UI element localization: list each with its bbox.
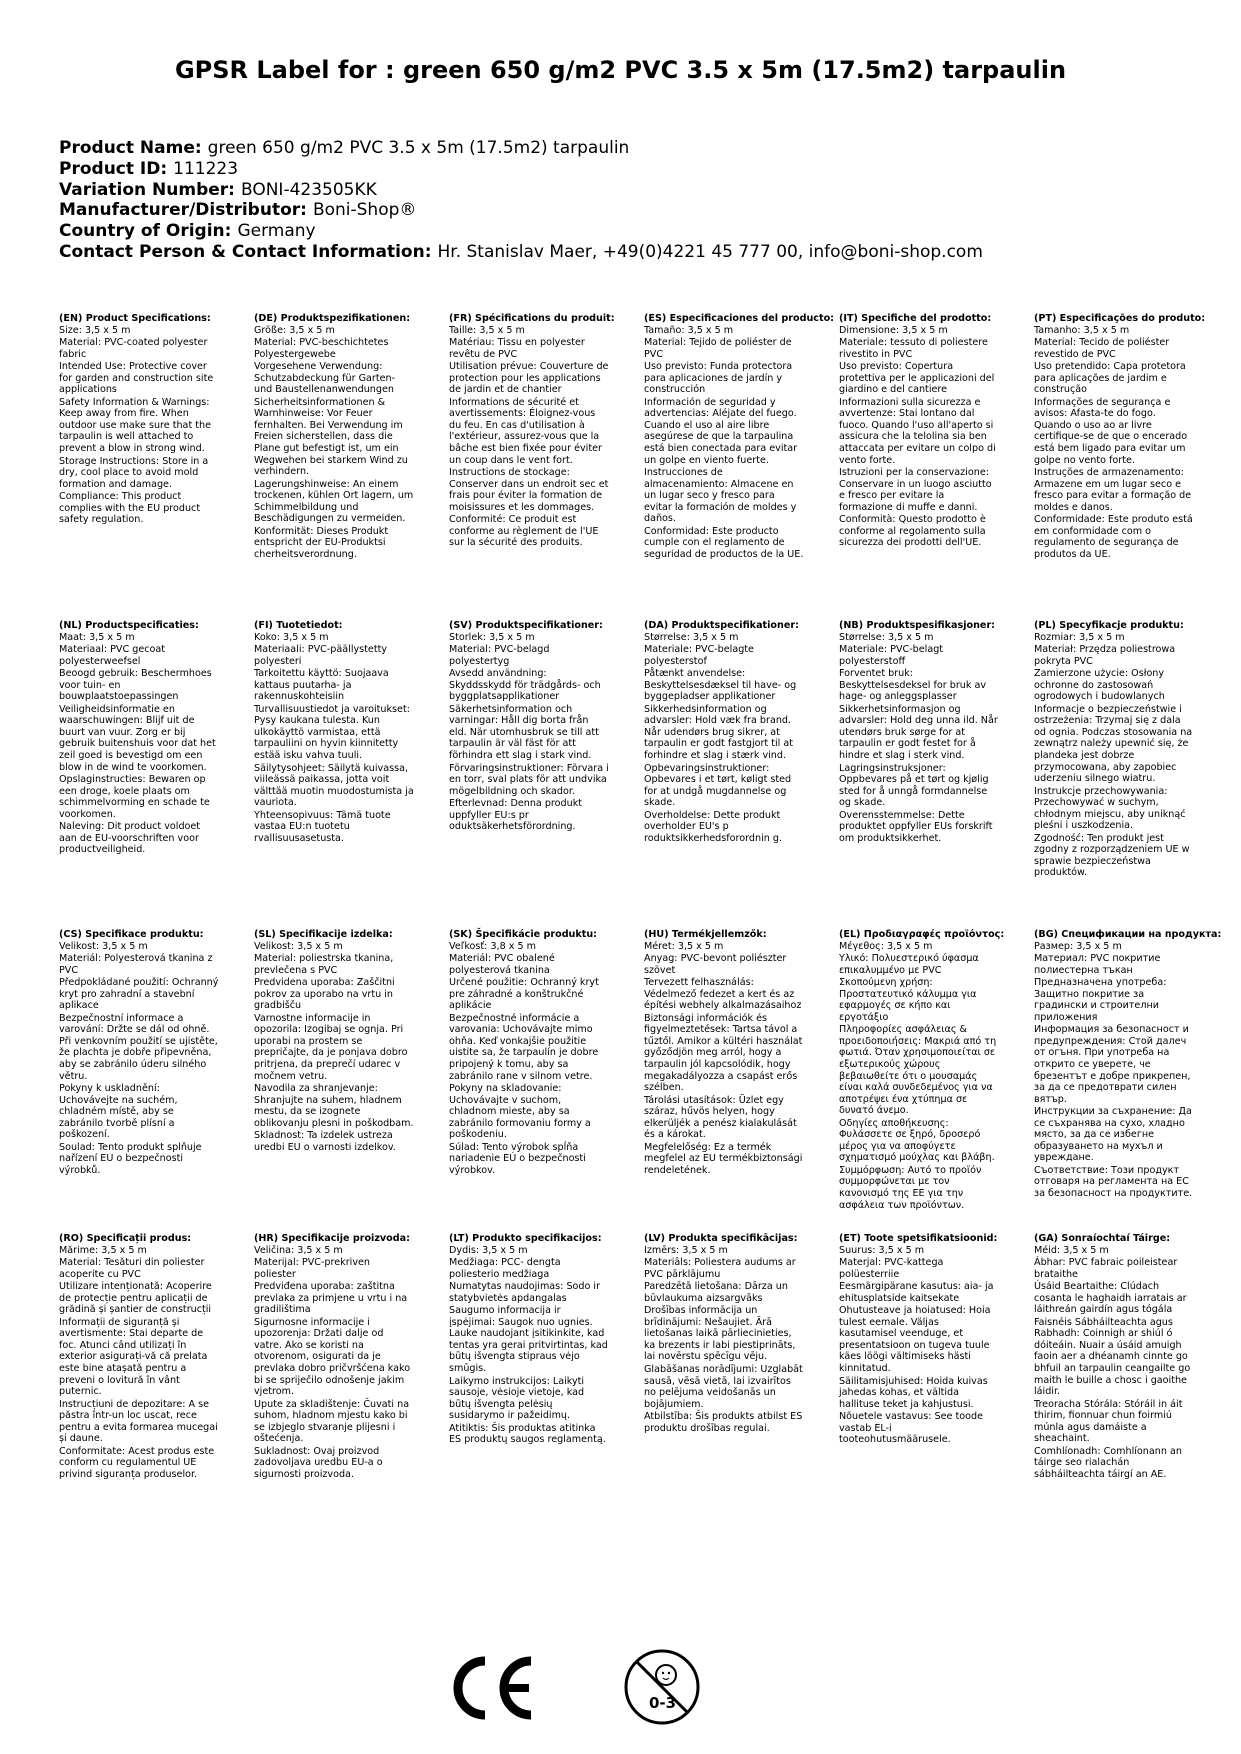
product-info [59, 138, 1199, 263]
spec-line: Säilytysohjeet: Säilytä kuivassa, viileässä paikassa, jotta voit välttää muotin muodostumista ja vauriota. [254, 762, 414, 809]
spec-line: Velikost: 3,5 x 5 m [254, 940, 343, 952]
spec-line: Pokyny k uskladnění: Uchovávejte na suchém, chladném místě, aby se zabránilo tvorbě plísní a poškození. [59, 1083, 178, 1141]
spec-line: Instrukcje przechowywania: Przechowywać w suchym, chłodnym miejscu, aby uniknąć pleśni i uszkodzenia. [1034, 785, 1186, 832]
spec-heading: (DA) Produktspecifikationer: [644, 620, 799, 631]
spec-line: Materiál: PVC obalené polyesterová tkanina [449, 953, 555, 976]
spec-heading: (PT) Especificações do produto: [1034, 313, 1206, 324]
spec-line: Bezpečnostní informace a varování: Držte se dál od ohně. Při venkovním použití se ujistěte, že plachta je dobře připevněna, aby se zabránilo úderu silného větru. [59, 1012, 218, 1082]
spec-line: Informații de siguranță și avertismente: Stai departe de foc. Atunci când utilizați în exterior asigurați-vă că prelata este bine atașată pentru a preveni o lovitură în vânt puternic. [59, 1316, 208, 1398]
spec-heading: (ET) Toote spetsifikatsioonid: [839, 1233, 998, 1244]
spec-line: Instrucciones de almacenamiento: Almacene en un lugar seco y fresco para evitar la formación de moldes y daños. [644, 467, 797, 525]
spec-heading: (SV) Produktspecifikationer: [449, 620, 603, 631]
spec-line: Storlek: 3,5 x 5 m [449, 631, 535, 643]
spec-line: Materiāls: Poliestera audums ar PVC pārklājumu [644, 1257, 796, 1280]
spec-line: Tervezett felhasználás: Védelmező fedezet a kert és az építési webhely alkalmazásaihoz [644, 977, 802, 1012]
spec-heading: (SK) Špecifikácie produktu: [449, 929, 598, 940]
spec-line: Förvaringsinstruktioner: Förvara i en torr, sval plats för att undvika mögelbildning och skador. [449, 762, 609, 797]
spec-line: Upute za skladištenje: Čuvati na suhom, hladnom mjestu kako bi se izbjeglo stvaranje plijesni i oštećenja. [254, 1398, 410, 1445]
spec-line: Materiál: Polyesterová tkanina z PVC [59, 953, 213, 976]
spec-line: Sicherheitsinformationen & Warnhinweise: Vor Feuer fernhalten. Bei Verwendung im Freien sicherstellen, dass die Plane gut befestigt ist, um ein Wegwehen bei starkem Wind zu verhindern. [254, 396, 408, 478]
spec-line: Treoracha Stórála: Stóráil in áit thirim, fionnuar chun foirmiú múnla agus damáiste a sheachaint. [1034, 1398, 1183, 1445]
spec-heading: (CS) Specifikace produktu: [59, 929, 204, 940]
spec-line: Storage Instructions: Store in a dry, cool place to avoid mold formation and damage. [59, 455, 209, 490]
certification-marks [0, 1645, 1241, 1725]
spec-heading: (SL) Specifikacije izdelka: [254, 929, 393, 940]
spec-line: Størrelse: 3,5 x 5 m [644, 631, 739, 643]
language-spec-block [644, 620, 804, 845]
product-info-label: Variation Number: [59, 179, 235, 200]
spec-line: Laikymo instrukcijos: Laikyti sausoje, vėsioje vietoje, kad būtų išvengta pelėsių susidarymo ir pažeidimų. [449, 1375, 585, 1422]
spec-heading: (NL) Productspecificaties: [59, 620, 199, 631]
spec-line: Informações de segurança e avisos: Afasta-te do fogo. Quando o uso ao ar livre certifique-se de que o encerado está bem ligado para evitar um golpe no vento forte. [1034, 396, 1188, 466]
spec-line: Съответствие: Този продукт отговаря на регламента на ЕС за безопасност на продуктите. [1034, 1164, 1193, 1200]
language-spec-block [1034, 313, 1206, 561]
spec-line: Συμμόρφωση: Αυτό το προϊόν συμμορφώνεται με τον κανονισμό της ΕΕ για την ασφάλεια των προϊόντων. [839, 1164, 982, 1211]
language-spec-block [59, 929, 219, 1177]
spec-line: Predviđena uporaba: zaštitna prevlaka za primjene u vrtu i na gradilištima [254, 1281, 408, 1316]
spec-line: Compliance: This product complies with the EU product safety regulation. [59, 491, 201, 526]
language-spec-block [839, 929, 1005, 1212]
spec-line: Materiaali: PVC-päällystetty polyesteri [254, 644, 388, 667]
spec-line: Materijal: PVC-prekriven poliester [254, 1257, 370, 1280]
spec-line: Avsedd användning: Skyddsskydd för trädgårds- och byggplatsapplikationer [449, 668, 601, 703]
spec-line: Anyag: PVC-bevont poliészter szövet [644, 953, 787, 976]
product-info-label: Product Name: [59, 138, 202, 158]
spec-heading: (HR) Specifikacije proizvoda: [254, 1233, 410, 1244]
spec-line: Vorgesehene Verwendung: Schutzabdeckung für Garten- und Baustellenanwendungen [254, 361, 396, 396]
language-spec-block [254, 1233, 414, 1481]
language-spec-block [449, 1233, 609, 1447]
spec-line: Biztonsági információk és figyelmeztetések: Tartsa távol a tűztől. Amikor a kültéri használat győződjön meg arról, hogy a tarpaulin jól kapcsolódik, hogy megakadályozza a csapást erős szélben. [644, 1012, 803, 1094]
spec-heading: (IT) Specifiche del prodotto: [839, 313, 992, 324]
language-spec-block [449, 929, 609, 1177]
spec-line: Tarkoitettu käyttö: Suojaava kattaus puutarha- ja rakennuskohteisiin [254, 668, 389, 703]
product-info-value: green 650 g/m2 PVC 3.5 x 5m (17.5m2) tarpaulin [207, 138, 630, 158]
spec-line: Instruções de armazenamento: Armazene em um lugar seco e fresco para evitar a formação de moldes e danos. [1034, 467, 1192, 513]
spec-line: Materiale: tessuto di poliestere rivestito in PVC [839, 337, 988, 360]
spec-line: Conformitate: Acest produs este conform cu regulamentul UE privind siguranța produselor. [59, 1445, 215, 1480]
product-info-value: Boni-Shop® [312, 200, 417, 221]
spec-line: Säkerhetsinformation och varningar: Håll dig borta från eld. När utomhusbruk se till att tarpaulin är väl fäst för att förhindra ett slag i stark vind. [449, 703, 599, 762]
spec-line: Påtænkt anvendelse: Beskyttelsesdæksel til have- og byggepladser applikationer [644, 668, 797, 703]
spec-line: Méret: 3,5 x 5 m [644, 940, 724, 952]
language-spec-block [1034, 929, 1222, 1201]
spec-line: Størrelse: 3,5 x 5 m [839, 631, 934, 643]
spec-line: Πληροφορίες ασφάλειας & προειδοποιήσεις: Μακριά από τη φωτιά. Όταν χρησιμοποιείται σε εξωτερικούς χώρους βεβαιωθείτε ότι ο μουσαμάς είναι καλά συνδεδεμένος για να αποτρέψει ένα χτύπημα σε δυνατό άνεμο. [839, 1024, 997, 1117]
spec-line: Pokyny na skladovanie: Uchovávajte v suchom, chladnom mieste, aby sa zabránilo formovaniu formy a poškodeniu. [449, 1083, 591, 1141]
spec-heading: (EN) Product Specifications: [59, 313, 211, 324]
spec-line: Yhteensopivuus: Tämä tuote vastaa EU:n tuotetu rvallisuusasetusta. [254, 809, 391, 844]
spec-line: Zamierzone użycie: Osłony ochronne do zastosowań ogrodowych i budowlanych [1034, 668, 1165, 703]
spec-line: Taille: 3,5 x 5 m [449, 324, 525, 336]
product-info-label: Contact Person & Contact Information: [59, 241, 432, 262]
spec-line: Sigurnosne informacije i upozorenja: Držati dalje od vatre. Ako se koristi na otvorenom, osigurati da je prevlaka dobro pričvršćena kako bi se spriječilo odnošenje jakim vjetrom. [254, 1316, 411, 1398]
spec-heading: (ES) Especificaciones del producto: [644, 313, 835, 324]
language-spec-block [839, 1233, 999, 1447]
spec-line: Suurus: 3,5 x 5 m [839, 1244, 925, 1256]
spec-line: Intended Use: Protective cover for garden and construction site applications [59, 361, 214, 396]
spec-line: Инструкции за съхранение: Да се съхранява на сухо, хладно място, за да се избегне образуването на мухъл и увреждане. [1034, 1106, 1192, 1164]
spec-line: Opbevaringsinstruktioner: Opbevares i et tørt, køligt sted for at undgå mugdannelse og skade. [644, 762, 792, 809]
spec-line: Nõuetele vastavus: See toode vastab EL-i tooteohutusmäärusele. [839, 1411, 983, 1446]
spec-line: Medžiaga: PCC- dengta poliesterio medžiaga [449, 1257, 561, 1280]
spec-heading: (FR) Spécifications du produit: [449, 313, 615, 324]
spec-line: Tamaño: 3,5 x 5 m [644, 324, 734, 336]
language-spec-block [1034, 620, 1194, 880]
spec-line: Atbilstība: Šis produkts atbilst ES produktu drošības regulai. [644, 1411, 803, 1434]
spec-line: Určené použitie: Ochranný kryt pre záhradné a konštrukčné aplikácie [449, 977, 599, 1012]
spec-line: Beoogd gebruik: Beschermhoes voor tuin- en bouwplaatstoepassingen [59, 668, 212, 703]
spec-line: Konformität: Dieses Produkt entspricht der EU-Produktsi cherheitsverordnung. [254, 525, 389, 560]
language-spec-block [449, 620, 609, 834]
spec-line: Sikkerhedsinformation og advarsler: Hold væk fra brand. Når udendørs brug sikrer, at tarpaulin er godt fastgjort til at forhindre et slag i stærk vind. [644, 703, 794, 762]
spec-line: Soulad: Tento produkt splňuje nařízení EU o bezpečnosti výrobků. [59, 1141, 202, 1176]
spec-line: Bezpečnostné informácie a varovania: Uchovávajte mimo ohňa. Keď vonkajšie použitie uistite sa, že tarpaulín je dobre pripojený k tomu, aby sa zabránilo rane v silnom vetre. [449, 1012, 599, 1082]
ce-mark-icon [449, 1653, 539, 1723]
spec-line: Rozmiar: 3,5 x 5 m [1034, 631, 1125, 643]
spec-line: Ábhar: PVC fabraic poileistear brataithe [1034, 1257, 1178, 1280]
spec-line: Utilisation prévue: Couverture de protection pour les applications de jardin et de chantier [449, 361, 609, 396]
spec-line: Uso previsto: Funda protectora para aplicaciones de jardín y construcción [644, 361, 793, 396]
spec-line: Tamanho: 3,5 x 5 m [1034, 324, 1130, 336]
product-info-row [59, 159, 1199, 180]
spec-line: Paredzētā lietošana: Dārza un būvlaukuma aizsargvāks [644, 1281, 788, 1304]
spec-line: Předpokládané použití: Ochranný kryt pro zahradní a stavební aplikace [59, 977, 219, 1012]
spec-line: Lagerungshinweise: An einem trockenen, kühlen Ort lagern, um Schimmelbildung und Beschädigungen zu vermeiden. [254, 478, 414, 525]
spec-line: Ohutusteave ja hoiatused: Hoia tulest eemale. Väljas kasutamisel veenduge, et presentatsioon on tugeva tuule käes löögi vältimiseks hästi kinnitatud. [839, 1305, 991, 1375]
spec-line: Размер: 3,5 x 5 m [1034, 940, 1122, 952]
spec-line: Varnostne informacije in opozorila: Izogibaj se ognja. Pri uporabi na prostem se prepričajte, da je ponjava dobro pritrjena, da preprečí udarec v močnem vetru. [254, 1012, 408, 1082]
spec-line: Materiale: PVC-belagte polyesterstof [644, 644, 754, 667]
product-info-label: Product ID: [59, 158, 168, 179]
spec-line: Instructions de stockage: Conserver dans un endroit sec et frais pour éviter la formation de moisissures et les dommages. [449, 467, 609, 513]
spec-line: Dydis: 3,5 x 5 m [449, 1244, 528, 1256]
spec-line: Faisnéis Sábháilteachta agus Rabhadh: Coinnigh ar shiúl ó dóiteáin. Nuair a úsáid amuigh faoin aer a dhéanamh cinnte go bhfuil an tarpaulin ceangailte go maith le buille a chosc i gaoithe láidir. [1034, 1316, 1191, 1398]
spec-line: Σκοπούμενη χρήση: Προστατευτικό κάλυμμα για εφαρμογές σε κήπο και εργοτάξιο [839, 977, 977, 1023]
spec-line: Предназначена употреба: Защитно покритие за градински и строителни приложения [1034, 977, 1167, 1023]
spec-line: Velikost: 3,5 x 5 m [59, 940, 148, 952]
spec-line: Sukladnost: Ovaj proizvod zadovoljava uredbu EU-a o sigurnosti proizvoda. [254, 1445, 383, 1480]
spec-heading: (BG) Спецификации на продукта: [1034, 929, 1222, 940]
language-spec-block [59, 1233, 219, 1481]
spec-line: Súlad: Tento výrobok spĺňa nariadenie EÚ o bezpečnosti výrobkov. [449, 1141, 586, 1176]
language-spec-block [1034, 1233, 1194, 1481]
spec-line: Instrucțiuni de depozitare: A se păstra într-un loc uscat, rece pentru a evita formarea mucegai și daune. [59, 1398, 218, 1445]
spec-line: Conformità: Questo prodotto è conforme al regolamento sulla sicurezza dei prodotti dell'UE. [839, 514, 986, 549]
spec-line: Οδηγίες αποθήκευσης: Φυλάσσετε σε ξηρό, δροσερό μέρος για να αποφύγετε σχηματισμό μούχλας και βλάβη. [839, 1117, 995, 1164]
spec-line: Forventet bruk: Beskyttelsesdeksel for bruk av hage- og anleggsplasser [839, 668, 987, 703]
spec-heading: (FI) Tuotetiedot: [254, 620, 343, 631]
spec-line: Material: Tesături din poliester acoperite cu PVC [59, 1257, 205, 1280]
spec-heading: (LT) Produkto specifikacijos: [449, 1233, 602, 1244]
spec-line: Veiligheidsinformatie en waarschuwingen: Blijf uit de buurt van vuur. Zorg er bij gebruik buitenshuis voor dat het zeil goed is bevestigd om een blow in de wind te voorkomen. [59, 703, 216, 773]
spec-line: Säilitamisjuhised: Hoida kuivas jahedas kohas, et vältida hallituse teket ja kahjustusi. [839, 1375, 988, 1410]
spec-line: Numatytas naudojimas: Sodo ir statybvietės apdangalas [449, 1281, 601, 1304]
spec-line: Uso pretendido: Capa protetora para aplicações de jardim e construção [1034, 361, 1186, 396]
spec-line: Comhlíonadh: Comhlíonann an táirge seo rialachán sábháilteachta táirgí an AE. [1034, 1445, 1182, 1480]
spec-line: Naleving: Dit product voldoet aan de EU-voorschriften voor productveiligheid. [59, 821, 201, 856]
spec-line: Overensstemmelse: Dette produktet oppfyller EUs forskrift om produktsikkerhet. [839, 809, 993, 844]
age-warning-icon [622, 1647, 702, 1727]
spec-heading: (GA) Sonraíochtaí Táirge: [1034, 1233, 1171, 1244]
spec-line: Veličina: 3,5 x 5 m [254, 1244, 343, 1256]
language-spec-block [644, 929, 804, 1177]
language-spec-block [449, 313, 615, 550]
language-spec-block [644, 1233, 804, 1435]
spec-line: Material: poliestrska tkanina, prevlečena s PVC [254, 953, 394, 976]
spec-line: Dimensione: 3,5 x 5 m [839, 324, 948, 336]
language-spec-block [59, 620, 219, 857]
spec-line: Υλικό: Πολυεστερικό ύφασμα επικαλυμμένο με PVC [839, 953, 979, 976]
product-info-label: Country of Origin: [59, 221, 232, 242]
language-spec-block [839, 620, 999, 845]
spec-line: Úsáid Beartaithe: Clúdach cosanta le haghaidh iarratais ar láithreán gairdín agus tógála [1034, 1281, 1187, 1316]
language-spec-block [254, 313, 414, 561]
product-info-row [59, 242, 1199, 263]
spec-heading: (PL) Specyfikacje produktu: [1034, 620, 1184, 631]
spec-line: Conformidade: Este produto está em conformidade com o regulamento de segurança de produtos da UE. [1034, 514, 1193, 560]
spec-line: Safety Information & Warnings: Keep away from fire. When outdoor use make sure that the tarpaulin is well attached to prevent a blow in strong wind. [59, 396, 211, 455]
spec-line: Tárolási utasítások: Üzlet egy száraz, hűvös helyen, hogy elkerüljék a penész kialakulását és a károkat. [644, 1094, 797, 1141]
language-spec-block [59, 313, 219, 527]
spec-line: Efterlevnad: Denna produkt uppfyller EU:s pr oduktsäkerhetsförordning. [449, 798, 583, 833]
spec-line: Material: PVC-beschichtetes Polyestergewebe [254, 337, 389, 360]
spec-heading: (EL) Προδιαγραφές προϊόντος: [839, 929, 1005, 940]
spec-line: Информация за безопасност и предупреждения: Стой далеч от огъня. При употреба на открито се уверете, че брезентът е добре прикрепен, за да се предотврати силен вятър. [1034, 1024, 1191, 1105]
spec-line: Matériau: Tissu en polyester revêtu de PVC [449, 337, 585, 360]
spec-line: Conformidad: Este producto cumple con el reglamento de seguridad de productos de la UE. [644, 525, 804, 560]
spec-line: Material: Tecido de poliéster revestido de PVC [1034, 337, 1170, 360]
spec-line: Materiaal: PVC gecoat polyesterweefsel [59, 644, 166, 667]
spec-line: Utilizare intenționată: Acoperire de protecție pentru aplicații de grădină și șantier de construcții [59, 1281, 212, 1316]
spec-heading: (RO) Specificații produs: [59, 1233, 192, 1244]
language-spec-block [839, 313, 999, 550]
spec-line: Saugumo informacija ir įspėjimai: Saugok nuo ugnies. Lauke naudojant įsitikinkite, kad tentas yra gerai pritvirtintas, kad būtų išvengta stiprаus vėjo smūgis. [449, 1305, 608, 1375]
spec-line: Material: PVC-coated polyester fabric [59, 337, 208, 360]
language-spec-block [254, 620, 414, 845]
spec-line: Materiał: Przędza poliestrowa pokryta PVC [1034, 644, 1176, 667]
spec-line: Uso previsto: Copertura protettiva per le applicazioni del giardino e del cantiere [839, 361, 995, 396]
spec-line: Drošības informācija un brīdinājumi: Nešaujiet. Ārā lietošanas laikā pārliecinieties, ka brezents ir labi piestiprināts, lai novērstu spēcīgu vēju. [644, 1305, 796, 1363]
spec-line: Información de seguridad y advertencias: Aléjate del fuego. Cuando el uso al aire libre asegúrese de que la tarpaulina está bien conectada para evitar un golpe en viento fuerte. [644, 396, 798, 466]
spec-line: Materiale: PVC-belagt polyesterstoff [839, 644, 944, 667]
spec-line: Mărime: 3,5 x 5 m [59, 1244, 147, 1256]
spec-line: Istruzioni per la conservazione: Conservare in un luogo asciutto e fresco per evitare la formazione di muffe e danni. [839, 467, 992, 513]
spec-line: Informations de sécurité et avertissements: Éloignez-vous du feu. En cas d'utilisation à l'extérieur, assurez-vous que la bâche est bien fixée pour éviter un coup dans le vent fort. [449, 396, 602, 466]
spec-line: Predvidena uporaba: Zaščitni pokrov za uporabo na vrtu in gradbišču [254, 977, 395, 1012]
spec-line: Lagringsinstruksjoner: Oppbevares på et tørt og kjølig sted for å unngå formdannelse og skade. [839, 762, 989, 809]
spec-line: Informacje o bezpieczeństwie i ostrzeżenia: Trzymaj się z dala od ognia. Podczas stosowania na zewnątrz należy upewnić się, że plandeka jest dobrze przymocowana, aby zapobiec uderzeniu silnego wiatru. [1034, 703, 1193, 785]
spec-line: Zgodność: Ten produkt jest zgodny z rozporządzeniem UE w sprawie bezpieczeństwa produktów. [1034, 832, 1190, 879]
spec-line: Size: 3,5 x 5 m [59, 324, 131, 336]
spec-line: Turvallisuustiedot ja varoitukset: Pysy kaukana tulesta. Kun ulkokäyttö varmistaa, että tarpauliini on hyvin kiinnitetty estää isku vahva tuuli. [254, 703, 410, 762]
spec-line: Izmērs: 3,5 x 5 m [644, 1244, 728, 1256]
spec-line: Glabāšanas norādījumi: Uzglabāt sausā, vēsā vietā, lai izvairītos no pelējuma veidošanās un bojājumiem. [644, 1364, 803, 1410]
spec-line: Conformité: Ce produit est conforme au règlement de l'UE sur la sécurité des produits. [449, 514, 599, 549]
spec-line: Koko: 3,5 x 5 m [254, 631, 329, 643]
spec-heading: (NB) Produktspesifikasjoner: [839, 620, 996, 631]
age-warning-label: 0-3 [649, 1694, 677, 1712]
spec-line: Material: PVC-belagd polyestertyg [449, 644, 550, 667]
language-spec-block [644, 313, 835, 561]
product-info-row [59, 180, 1199, 201]
spec-line: Skladnost: Ta izdelek ustreza uredbi EU o varnosti izdelkov. [254, 1130, 396, 1153]
spec-line: Informazioni sulla sicurezza e avvertenze: Stai lontano dal fuoco. Quando l'uso all'aperto si assicura che la telolina sia ben attaccata per evitare un colpo di vento forte. [839, 396, 996, 466]
spec-line: Materjal: PVC-kattega polüesterriie [839, 1257, 944, 1280]
product-info-value: BONI-423505KK [240, 179, 377, 200]
spec-line: Материал: PVC покритие полиестерна тъкан [1034, 953, 1161, 976]
spec-line: Navodila za shranjevanje: Shranjujte na suhem, hladnem mestu, da se izognete oblikovanju plesni in poškodbam. [254, 1083, 414, 1129]
product-info-row [59, 200, 1199, 221]
spec-line: Material: Tejido de poliéster de PVC [644, 337, 792, 360]
spec-heading: (DE) Produktspezifikationen: [254, 313, 411, 324]
language-spec-block [254, 929, 414, 1154]
spec-line: Overholdelse: Dette produkt overholder EU's p roduktsikkerhedsforordnin g. [644, 809, 783, 844]
spec-line: Atitiktis: Šis produktas atitinka ES produktų saugos reglamentą. [449, 1422, 606, 1446]
spec-line: Megfelelőség: Ez a termék megfelel az EU termékbiztonsági rendeletének. [644, 1141, 803, 1176]
spec-line: Maat: 3,5 x 5 m [59, 631, 135, 643]
product-info-value: 111223 [173, 158, 239, 179]
spec-line: Μέγεθος: 3,5 x 5 m [839, 940, 933, 952]
spec-line: Eesmärgipärane kasutus: aia- ja ehitusplatside kaitsekate [839, 1281, 994, 1304]
spec-heading: (HU) Termékjellemzők: [644, 929, 767, 940]
product-info-row [59, 221, 1199, 242]
spec-line: Größe: 3,5 x 5 m [254, 324, 335, 336]
spec-line: Méid: 3,5 x 5 m [1034, 1244, 1109, 1256]
product-info-row [59, 138, 1199, 159]
page-title: GPSR Label for : green 650 g/m2 PVC 3.5 x 5m (17.5m2) tarpaulin [174, 56, 1067, 84]
spec-line: Opslaginstructies: Bewaren op een droge, koele plaats om schimmelvorming en schade te voorkomen. [59, 774, 210, 820]
spec-heading: (LV) Produkta specifikācijas: [644, 1233, 798, 1244]
product-info-value: Hr. Stanislav Maer, +49(0)4221 45 777 00, info@boni-shop.com [437, 241, 983, 262]
product-info-label: Manufacturer/Distributor: [59, 200, 307, 221]
spec-line: Sikkerhetsinformasjon og advarsler: Hold deg unna ild. Når utendørs bruk sørge for at tarpaulin er godt festet for å hindre et slag i sterk vind. [839, 703, 998, 762]
spec-line: Veľkosť: 3,8 x 5 m [449, 940, 536, 952]
product-info-value: Germany [237, 221, 316, 242]
